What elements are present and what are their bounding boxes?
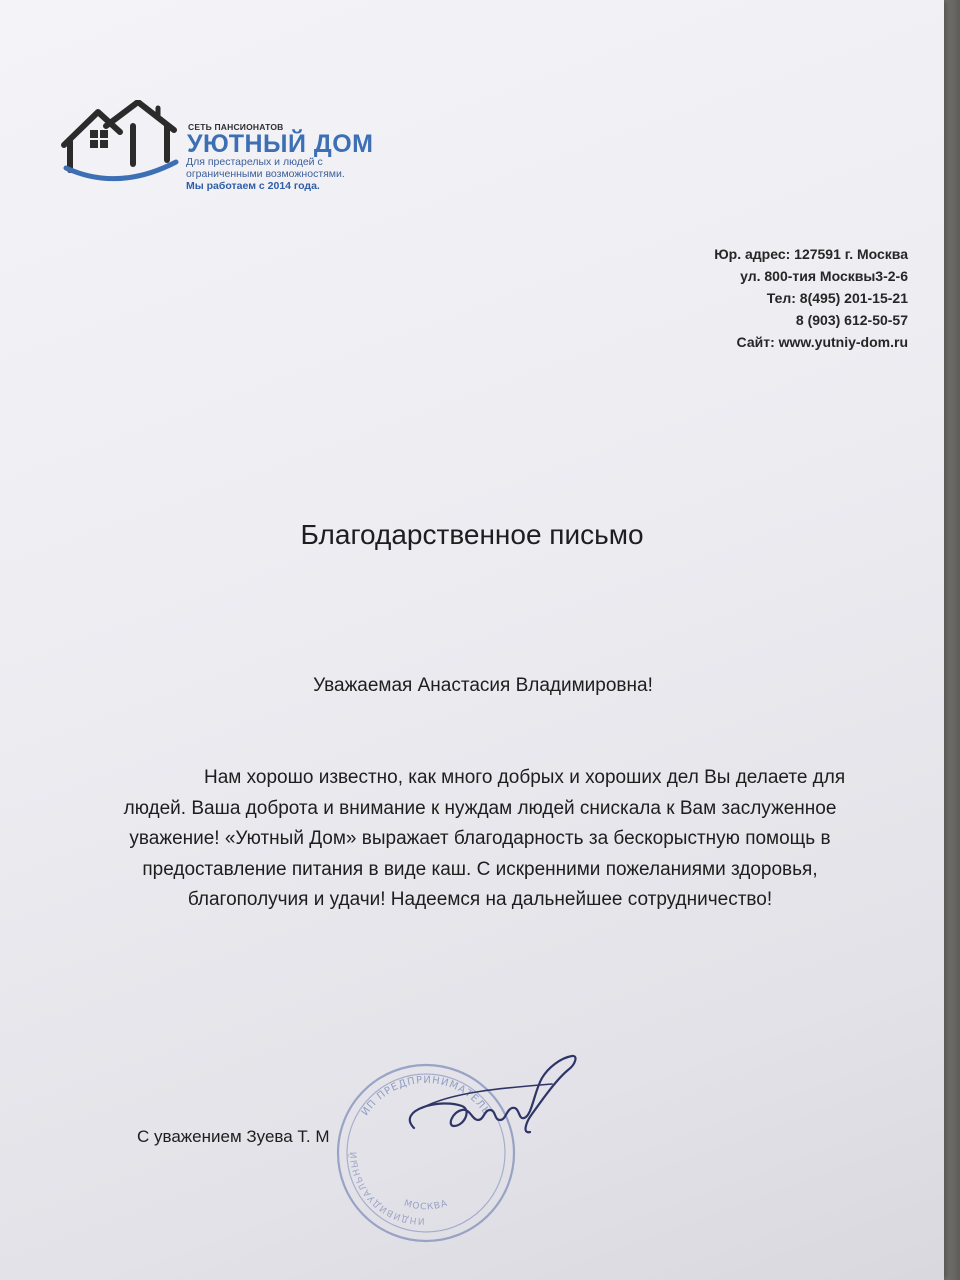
phone-secondary: 8 (903) 612-50-57 — [795, 312, 908, 328]
street-address: ул. 800-тия Москвы3-2-6 — [740, 268, 908, 284]
logo-brand-name: УЮТНЫЙ ДОМ — [187, 130, 374, 158]
body-line: Нам хорошо известно, как много добрых и хороших дел Вы делаете для — [204, 767, 846, 788]
stamp-text-bottom: МОСКВА — [402, 1198, 450, 1213]
salutation: Уважаемая Анастасия Владимировна! — [313, 675, 653, 696]
phone-primary: Тел: 8(495) 201-15-21 — [766, 290, 908, 306]
letter-title: Благодарственное письмо — [300, 519, 644, 550]
body-line: благополучия и удачи! Надеемся на дальнейшее сотрудничество! — [187, 889, 773, 910]
body-line: предоставление питания в виде каш. С искренними пожеланиями здоровья, — [142, 858, 818, 880]
letter-body — [120, 763, 846, 916]
body-line: уважение! «Уютный Дом» выражает благодарность за бескорыстную помощь в — [129, 828, 831, 849]
company-logo — [58, 100, 408, 210]
closing-signoff: С уважением Зуева Т. М — [137, 1127, 330, 1146]
handwritten-signature — [392, 1048, 592, 1168]
logo-tagline: ограниченными возможностями. — [186, 168, 345, 180]
logo-tagline: Мы работаем с 2014 года. — [186, 180, 320, 192]
legal-address: Юр. адрес: 127591 г. Москва — [714, 246, 908, 262]
svg-text:МОСКВА — [403, 1199, 450, 1213]
stamp-text-top: ИП ПРЕДПРИНИМАТЕЛЬ — [359, 1074, 493, 1118]
company-address-block — [714, 243, 908, 353]
stamp-text-left: ИНДИВИДУАЛЬНЫЙ — [349, 1150, 425, 1226]
website: Сайт: www.yutniy-dom.ru — [736, 334, 908, 350]
house-icon — [58, 100, 188, 186]
body-line: людей. Ваша доброта и внимание к нуждам людей снискала к Вам заслуженное — [123, 797, 837, 819]
logo-network-label: СЕТЬ ПАНСИОНАТОВ — [188, 122, 284, 132]
logo-tagline: Для престарелых и людей с — [186, 156, 323, 168]
